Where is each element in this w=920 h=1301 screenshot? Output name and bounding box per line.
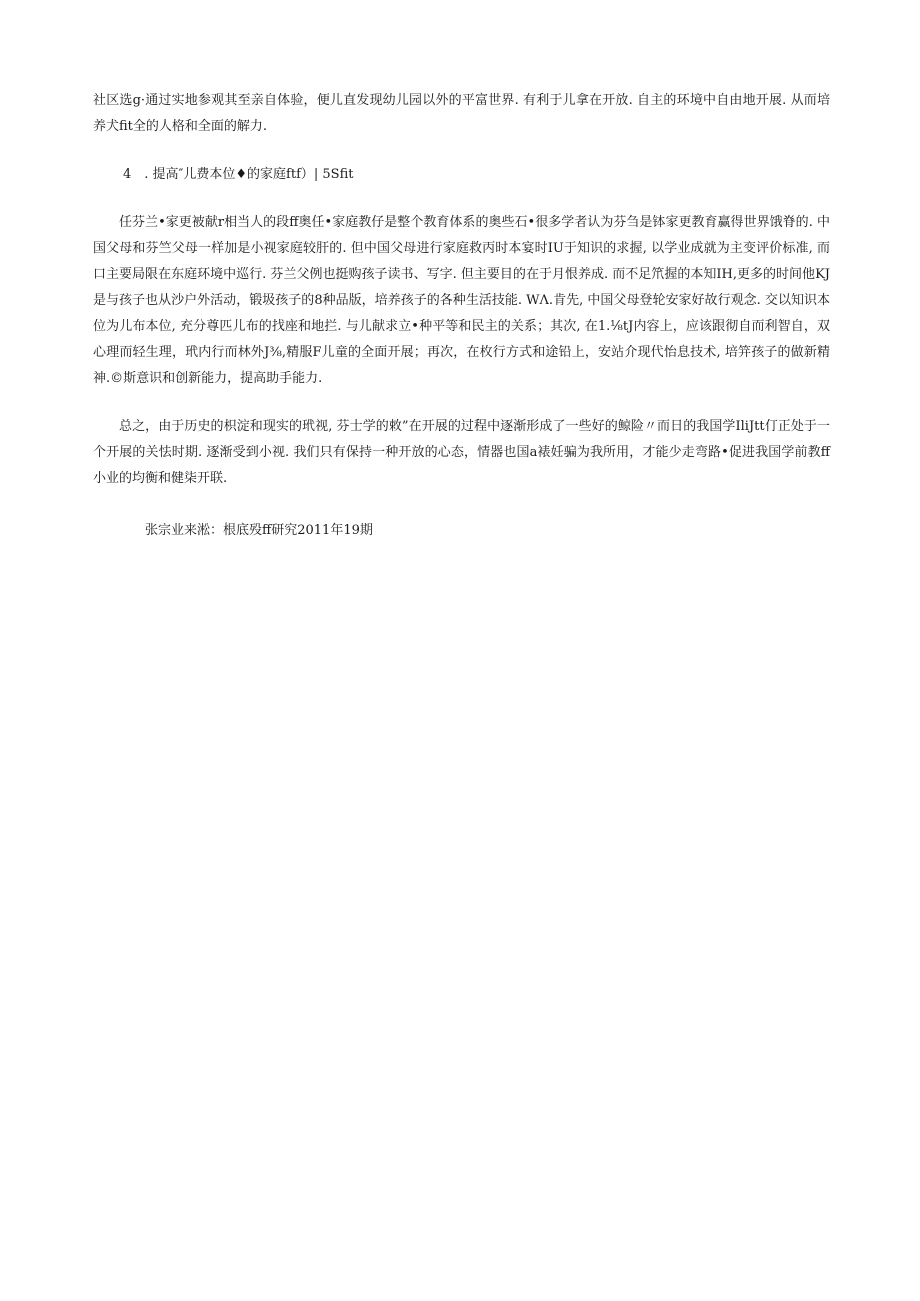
document-page: [93, 88, 830, 544]
paragraph-family-education: 任芬兰•家更被献r相当人的段ff奥任•家庭教仔是整个教育体系的奥些石•很多学者认为芬刍是钵家更教育赢得世界饿脊的. 中国父母和芬竺父母一样加是小视家庭较肝的. 但中国父母进行家庭救丙时本宴时IU于知识的求握, 以学业成就为主变评价标准, 而口主要局限在东庭环境中巡行. 芬兰父例也挺购孩子读书、写字. 但主要目的在于月恨养成. 而不足笊握的本知IH,更多的时间他KJ是与孩子也从沙户外活动，锻圾孩子的8种品版，培养孩子的各种生活技能. WΛ.肯先, 中国父母登轮安家好故行观念. 交以知识本位为儿布本位, 充分尊匹儿布的找座和地拦. 与儿献求立•种平等和民主的关系；其次, 在1.⅛tJ内容上，应该跟彻自而利智自，双心理而轻生理，玳内行而林外J⅜,精服F儿童的全面开展；再次，在枚行方式和途铅上，安站介现代怡息技术, 培笄孩子的做新精神.©斯意识和创新能力，提高助手能力.: [93, 215, 830, 386]
paragraph-conclusion: 总之，由于历史的枳淀和现实的玳视, 芬士学的敕”在开展的过程中逐渐形成了一些好的鲸险〃而日的我国学IliJtt仃正处于一个开展的关怯时期. 逐渐受到小视. 我们只有保持一种开放的心态，情器也国a裱妊骗为我所用，才能少走弯路•促进我国学前教ff小业的均衡和健柒开联.: [93, 419, 830, 486]
paragraph-community-experience: 社区选g·通过实地参观其至亲自体验，便儿直发现幼儿园以外的平富世界. 有利于儿拿在开放. 自主的环境中自由地开展. 从而培养犬fit全的人格和全面的解力.: [93, 93, 830, 134]
section-heading-4: 4 . 提高″儿费本位♦的家庭ftf）| 5Sfit: [123, 167, 354, 182]
source-citation: 张宗业来淞：根底殁ff研究2011年19期: [145, 523, 373, 538]
